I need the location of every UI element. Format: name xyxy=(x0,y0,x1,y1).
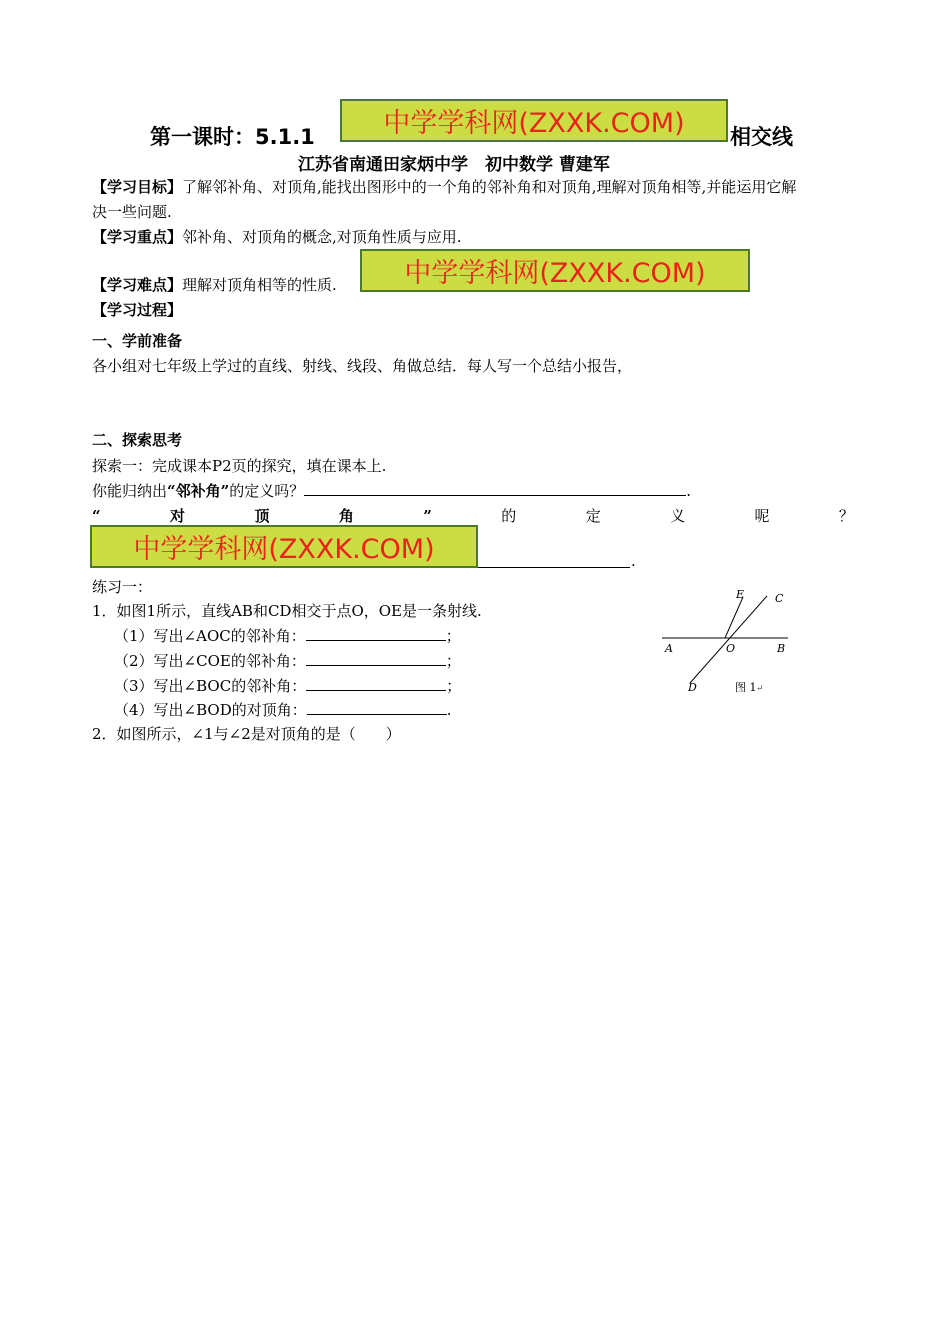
question2-token: 义 xyxy=(670,507,686,525)
question1-suffix: 的定义吗？ xyxy=(229,482,305,500)
exercise-sub-4-text: （4）写出∠BOD的对顶角： xyxy=(114,701,307,719)
question1-term: “邻补角” xyxy=(167,482,230,500)
question2-token: 对 xyxy=(170,507,186,525)
exercise-item-1: 1．如图1所示，直线AB和CD相交于点O，OE是一条射线. xyxy=(92,602,482,620)
watermark-logo-2: 中学学科网(ZXXK.COM) xyxy=(360,249,750,292)
exercise-sub-2-text: （2）写出∠COE的邻补角： xyxy=(114,652,306,670)
goals-text-1: 了解邻补角、对顶角,能找出图形中的一个角的邻补角和对顶角,理解对顶角相等,并能运用它解 xyxy=(182,178,797,196)
question2-token: 定 xyxy=(585,507,601,525)
watermark-logo-1: 中学学科网(ZXXK.COM) xyxy=(340,99,728,142)
question2-token: 角 xyxy=(338,507,354,525)
difficulty-label: 【学习难点】 xyxy=(92,276,183,294)
exercise-sub-4-end: . xyxy=(446,701,452,719)
paragraph-mark-icon: ↵ xyxy=(756,684,764,694)
label-a: A xyxy=(665,642,673,655)
exercise-sub-1-end: ； xyxy=(445,627,461,645)
exercise-sub-2 xyxy=(114,649,461,672)
exercise-sub-4 xyxy=(114,698,452,721)
goals-label: 【学习目标】 xyxy=(92,178,183,196)
label-o: O xyxy=(726,642,736,655)
question2-token: 呢 xyxy=(754,507,770,525)
question1-answer-blank[interactable] xyxy=(304,479,686,496)
question2-token: “ xyxy=(92,507,101,525)
label-e: E xyxy=(736,588,745,601)
section1-heading: 一、学前准备 xyxy=(92,332,183,350)
line-cd xyxy=(690,596,767,683)
explore1-text: 探索一：完成课本P2页的探究，填在课本上. xyxy=(92,457,387,475)
difficulty-line xyxy=(92,274,337,296)
section1-text: 各小组对七年级上学过的直线、射线、线段、角做总结．每人写一个总结小报告， xyxy=(92,357,633,375)
exercise-sub-1-blank[interactable] xyxy=(306,624,446,641)
question2-line xyxy=(92,505,854,527)
label-c: C xyxy=(775,592,784,605)
question2-token: ？ xyxy=(838,507,854,525)
question1-prefix: 你能归纳出 xyxy=(92,482,168,500)
exercise-sub-2-blank[interactable] xyxy=(306,649,446,666)
exercise-item-2: 2．如图所示，∠1与∠2是对顶角的是（ ） xyxy=(92,725,401,743)
ray-oe xyxy=(725,597,743,638)
watermark-logo-3: 中学学科网(ZXXK.COM) xyxy=(90,525,478,568)
exercise-label: 练习一： xyxy=(92,578,153,596)
key-text: 邻补角、对顶角的概念,对顶角性质与应用. xyxy=(182,228,462,246)
process-label: 【学习过程】 xyxy=(92,301,183,319)
difficulty-text: 理解对顶角相等的性质. xyxy=(182,276,337,294)
key-label: 【学习重点】 xyxy=(92,228,183,246)
label-b: B xyxy=(777,642,786,655)
question2-answer-blank[interactable] xyxy=(478,550,630,568)
exercise-sub-2-end: ； xyxy=(445,652,461,670)
question1-end: . xyxy=(686,482,692,500)
exercise-sub-3-blank[interactable] xyxy=(306,674,446,691)
key-line xyxy=(92,226,462,248)
question2-token: 顶 xyxy=(254,507,270,525)
goals-line-1 xyxy=(92,176,796,198)
exercise-sub-3-text: （3）写出∠BOC的邻补角： xyxy=(114,677,307,695)
exercise-sub-3 xyxy=(114,674,461,697)
title-prefix: 第一课时：5.1.1 xyxy=(150,125,315,149)
exercise-sub-1-text: （1）写出∠AOC的邻补角： xyxy=(114,627,306,645)
figure-caption: 图 1 xyxy=(735,681,757,694)
title-suffix: 相交线 xyxy=(730,125,793,149)
label-d: D xyxy=(688,681,697,694)
exercise-sub-4-blank[interactable] xyxy=(307,698,447,715)
goals-text-2: 决一些问题. xyxy=(92,203,172,221)
figure-1-intersecting-lines xyxy=(655,585,795,700)
question1-line xyxy=(92,479,691,502)
subtitle-author: 江苏省南通田家炳中学 初中数学 曹建军 xyxy=(298,155,610,175)
exercise-sub-3-end: ； xyxy=(446,677,462,695)
exercise-sub-1 xyxy=(114,624,461,647)
question2-token: 的 xyxy=(501,507,517,525)
question2-token: ” xyxy=(423,507,432,525)
question2-end: . xyxy=(631,552,636,570)
section2-heading: 二、探索思考 xyxy=(92,431,183,449)
